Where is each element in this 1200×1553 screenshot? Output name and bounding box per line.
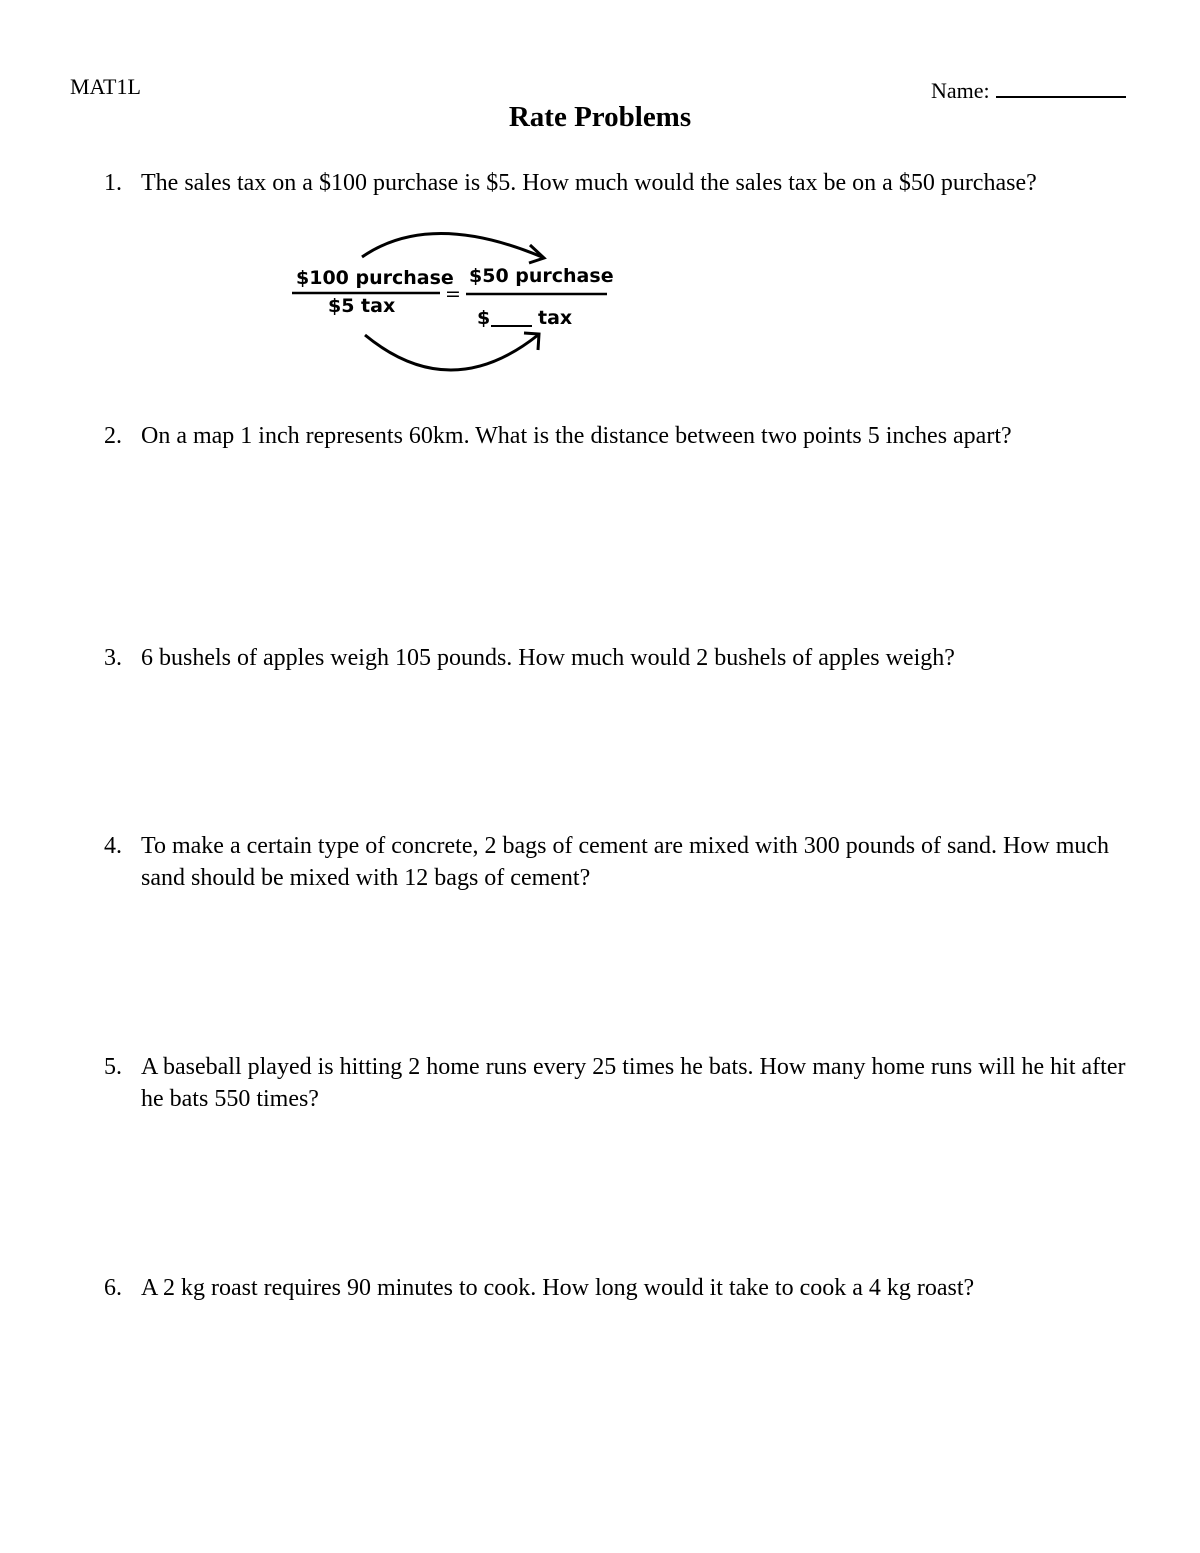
problem-number: 6. bbox=[104, 1275, 122, 1301]
problem-text: On a map 1 inch represents 60km. What is the distance between two points 5 inches apart? bbox=[141, 423, 1012, 449]
problem-3 bbox=[104, 642, 1134, 674]
right-denominator-prefix: $ bbox=[477, 307, 491, 329]
problem-number: 2. bbox=[104, 423, 122, 449]
problem-text: The sales tax on a $100 purchase is $5. How much would the sales tax be on a $50 purchase? bbox=[141, 170, 1037, 196]
problem-number: 1. bbox=[104, 170, 122, 196]
name-label: Name: bbox=[931, 78, 990, 103]
problem-number: 3. bbox=[104, 645, 122, 671]
proportion-diagram bbox=[280, 215, 620, 385]
problem-text: A 2 kg roast requires 90 minutes to cook. How long would it take to cook a 4 kg roast? bbox=[141, 1275, 975, 1301]
problem-text: To make a certain type of concrete, 2 bags of cement are mixed with 300 pounds of sand. How much sand should be mixed with 12 bags of cement? bbox=[141, 833, 1110, 891]
left-denominator: $5 tax bbox=[328, 295, 396, 317]
right-numerator: $50 purchase bbox=[469, 265, 614, 287]
problem-5 bbox=[104, 1051, 1134, 1115]
problem-number: 5. bbox=[104, 1054, 122, 1080]
top-arrow-icon bbox=[362, 234, 542, 258]
course-code: MAT1L bbox=[70, 74, 141, 99]
problem-2 bbox=[104, 420, 1134, 452]
bottom-arrow-icon bbox=[365, 335, 538, 370]
right-denominator-suffix: tax bbox=[538, 307, 573, 329]
problem-6 bbox=[104, 1272, 1134, 1304]
problem-text: 6 bushels of apples weigh 105 pounds. How much would 2 bushels of apples weigh? bbox=[141, 645, 955, 671]
problem-number: 4. bbox=[104, 833, 122, 859]
name-blank-line bbox=[996, 74, 1126, 98]
problem-4 bbox=[104, 830, 1134, 894]
page-title: Rate Problems bbox=[508, 101, 692, 133]
left-numerator: $100 purchase bbox=[296, 267, 454, 289]
problem-1 bbox=[104, 167, 1134, 199]
equals-sign: = bbox=[445, 283, 461, 305]
problem-text: A baseball played is hitting 2 home runs every 25 times he bats. How many home runs will he hit after he bats 550 times? bbox=[141, 1054, 1126, 1112]
